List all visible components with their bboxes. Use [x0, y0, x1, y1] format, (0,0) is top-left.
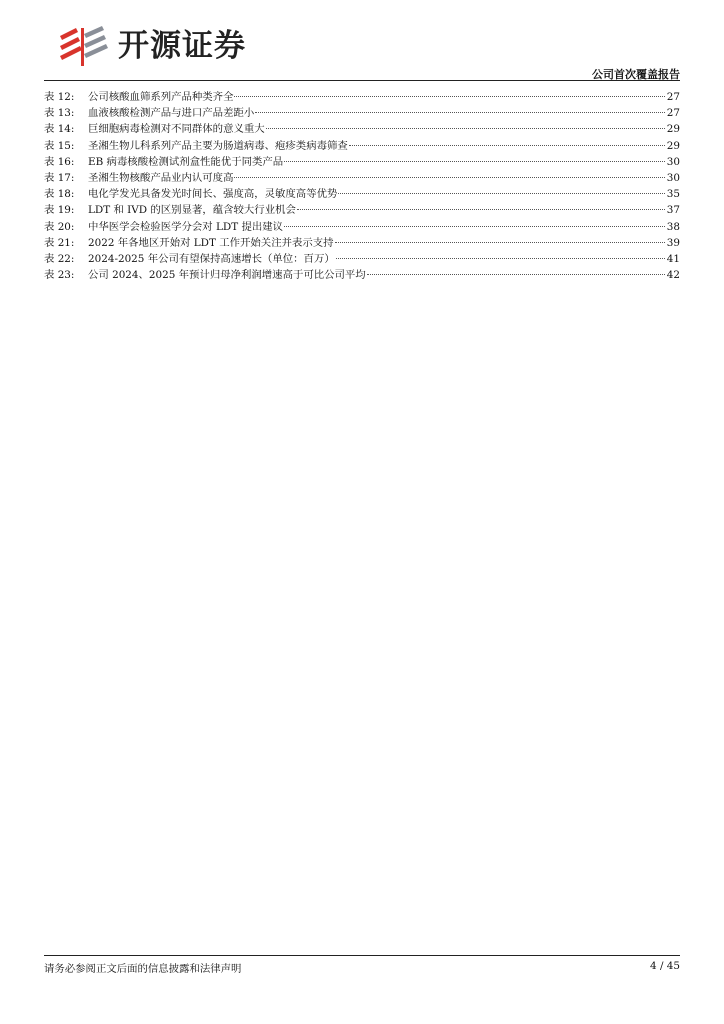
toc-entry-page: 37 — [666, 204, 680, 217]
page-number: 4 / 45 — [650, 960, 680, 972]
toc-entry[interactable] — [44, 235, 680, 251]
toc-entry-page: 30 — [666, 171, 680, 184]
toc-entry[interactable] — [44, 251, 680, 267]
brand-logo — [58, 24, 246, 68]
toc-entry-title: 2022 年各地区开始对 LDT 工作开始关注并表示支持 — [88, 236, 334, 249]
toc-entry-title: 公司核酸血筛系列产品种类齐全 — [88, 91, 234, 103]
toc-entry-title: 公司 2024、2025 年预计归母净利润增速高于可比公司平均 — [88, 269, 366, 282]
toc-entry[interactable] — [44, 219, 680, 235]
toc-entry-title: 血液核酸检测产品与进口产品差距小 — [88, 107, 255, 120]
toc-entry-label: 表 15: — [44, 139, 75, 152]
toc-entry[interactable] — [44, 121, 680, 137]
toc-dot-leader — [338, 192, 665, 194]
toc-entry-label: 表 20: — [44, 220, 75, 233]
toc-entry-title: LDT 和 IVD 的区别显著，蕴含较大行业机会 — [88, 204, 296, 217]
kaiyuan-securities-logo-icon — [58, 24, 110, 68]
page-header — [44, 20, 680, 82]
toc-entry-label: 表 22: — [44, 252, 75, 265]
toc-dot-leader — [297, 208, 665, 210]
toc-entry-label: 表 21: — [44, 236, 75, 249]
toc-dot-leader — [367, 273, 665, 275]
toc-entry-title: 圣湘生物核酸产品业内认可度高 — [88, 171, 234, 184]
page-footer — [44, 955, 680, 975]
brand-name: 开源证券 — [118, 28, 246, 64]
toc-entry-title: EB 病毒核酸检测试剂盒性能优于同类产品 — [88, 155, 284, 168]
toc-entry-page: 42 — [666, 269, 680, 282]
toc-dot-leader — [336, 257, 665, 259]
toc-entry-title: 2024-2025 年公司有望保持高速增长（单位：百万） — [88, 252, 335, 265]
toc-entry[interactable] — [44, 89, 680, 105]
toc-entry-title: 中华医学会检验医学分会对 LDT 提出建议 — [88, 220, 284, 233]
toc-entry[interactable] — [44, 202, 680, 218]
toc-entry-label: 表 23: — [44, 269, 75, 282]
table-of-tables-list — [44, 89, 680, 283]
toc-dot-leader — [349, 144, 665, 146]
toc-entry-label: 表 13: — [44, 107, 75, 120]
toc-entry-label: 表 16: — [44, 155, 75, 168]
toc-dot-leader — [266, 127, 665, 129]
toc-dot-leader — [335, 241, 665, 243]
toc-entry-label: 表 14: — [44, 123, 75, 136]
toc-dot-leader — [234, 176, 665, 178]
toc-entry[interactable] — [44, 138, 680, 154]
toc-dot-leader — [284, 160, 665, 162]
footer-disclaimer: 请务必参阅正文后面的信息披露和法律声明 — [44, 963, 242, 975]
toc-entry-page: 38 — [666, 220, 680, 233]
toc-entry-label: 表 12: — [44, 91, 75, 103]
toc-dot-leader — [255, 111, 665, 113]
toc-entry[interactable] — [44, 170, 680, 186]
header-divider — [44, 80, 680, 81]
toc-entry-page: 29 — [666, 139, 680, 152]
toc-entry-title: 巨细胞病毒检测对不同群体的意义重大 — [88, 123, 265, 136]
toc-entry-page: 27 — [666, 91, 680, 103]
toc-entry-page: 27 — [666, 107, 680, 120]
toc-entry-page: 39 — [666, 236, 680, 249]
toc-entry-page: 30 — [666, 155, 680, 168]
toc-entry-label: 表 17: — [44, 171, 75, 184]
report-type-label: 公司首次覆盖报告 — [592, 68, 680, 81]
toc-entry[interactable] — [44, 105, 680, 121]
footer-divider — [44, 955, 680, 956]
toc-entry[interactable] — [44, 154, 680, 170]
toc-entry-page: 35 — [666, 188, 680, 201]
toc-dot-leader — [284, 225, 665, 227]
toc-entry-title: 圣湘生物儿科系列产品主要为肠道病毒、疱疹类病毒筛查 — [88, 139, 348, 152]
toc-entry-label: 表 18: — [44, 188, 75, 201]
toc-entry[interactable] — [44, 267, 680, 283]
toc-entry-label: 表 19: — [44, 204, 75, 217]
toc-entry-page: 29 — [666, 123, 680, 136]
toc-dot-leader — [234, 95, 665, 97]
toc-entry[interactable] — [44, 186, 680, 202]
toc-entry-page: 41 — [666, 252, 680, 265]
toc-entry-title: 电化学发光具备发光时间长、强度高，灵敏度高等优势 — [88, 188, 338, 201]
